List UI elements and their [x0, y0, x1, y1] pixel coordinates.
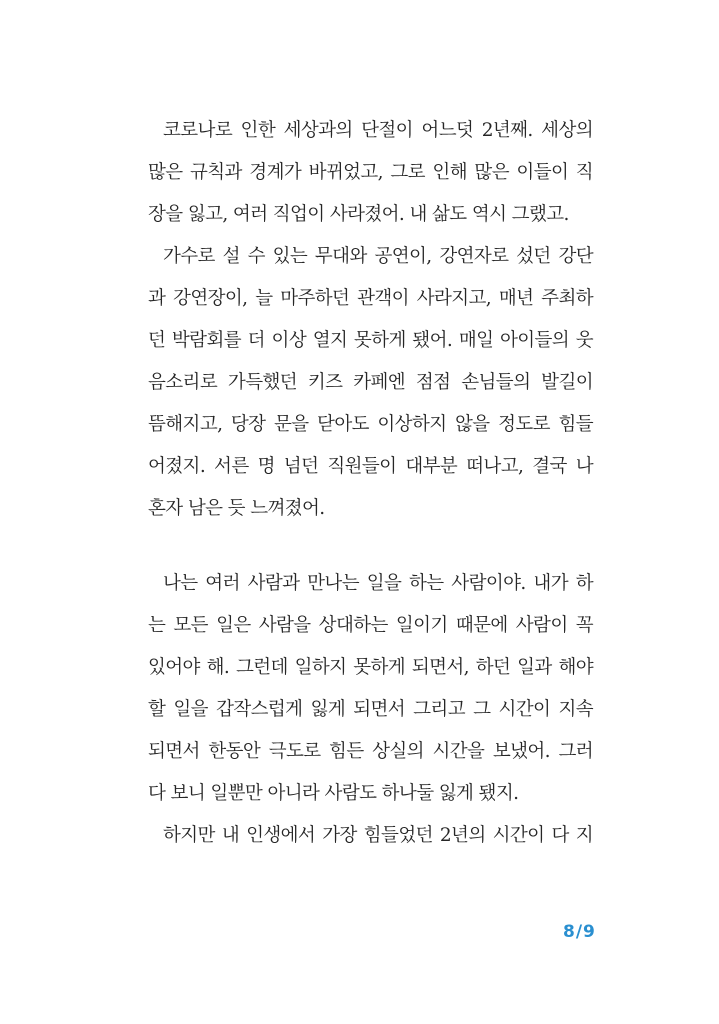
- text-line: 는 모든 일은 사람을 상대하는 일이기 때문에 사람이 꼭: [148, 615, 593, 636]
- text-line: 가수로 설 수 있는 무대와 공연이, 강연자로 섰던 강단: [163, 246, 593, 267]
- text-line: 과 강연장이, 늘 마주하던 관객이 사라지고, 매년 주최하: [148, 288, 593, 309]
- text-line: 어졌지. 서른 명 넘던 직원들이 대부분 떠나고, 결국 나: [148, 456, 593, 477]
- page-number: 8/9: [563, 922, 596, 942]
- text-line: 혼자 남은 듯 느껴졌어.: [148, 498, 325, 519]
- text-line: 코로나로 인한 세상과의 단절이 어느덧 2년째. 세상의: [163, 120, 593, 141]
- text-line: 있어야 해. 그런데 일하지 못하게 되면서, 하던 일과 해야: [148, 657, 593, 678]
- text-line: 다 보니 일뿐만 아니라 사람도 하나둘 잃게 됐지.: [148, 783, 519, 804]
- text-line: 던 박람회를 더 이상 열지 못하게 됐어. 매일 아이들의 웃: [148, 330, 593, 351]
- text-line: 나는 여러 사람과 만나는 일을 하는 사람이야. 내가 하: [163, 573, 593, 594]
- text-line: 하지만 내 인생에서 가장 힘들었던 2년의 시간이 다 지: [163, 825, 593, 846]
- text-line: 되면서 한동안 극도로 힘든 상실의 시간을 보냈어. 그러: [148, 741, 593, 762]
- text-line: 음소리로 가득했던 키즈 카페엔 점점 손님들의 발길이: [148, 372, 593, 393]
- text-line: 장을 잃고, 여러 직업이 사라졌어. 내 삶도 역시 그랬고.: [148, 204, 569, 225]
- text-line: 할 일을 갑작스럽게 잃게 되면서 그리고 그 시간이 지속: [148, 699, 593, 720]
- text-line: 많은 규칙과 경계가 바뀌었고, 그로 인해 많은 이들이 직: [148, 162, 593, 183]
- text-line: 뜸해지고, 당장 문을 닫아도 이상하지 않을 정도로 힘들: [148, 414, 593, 435]
